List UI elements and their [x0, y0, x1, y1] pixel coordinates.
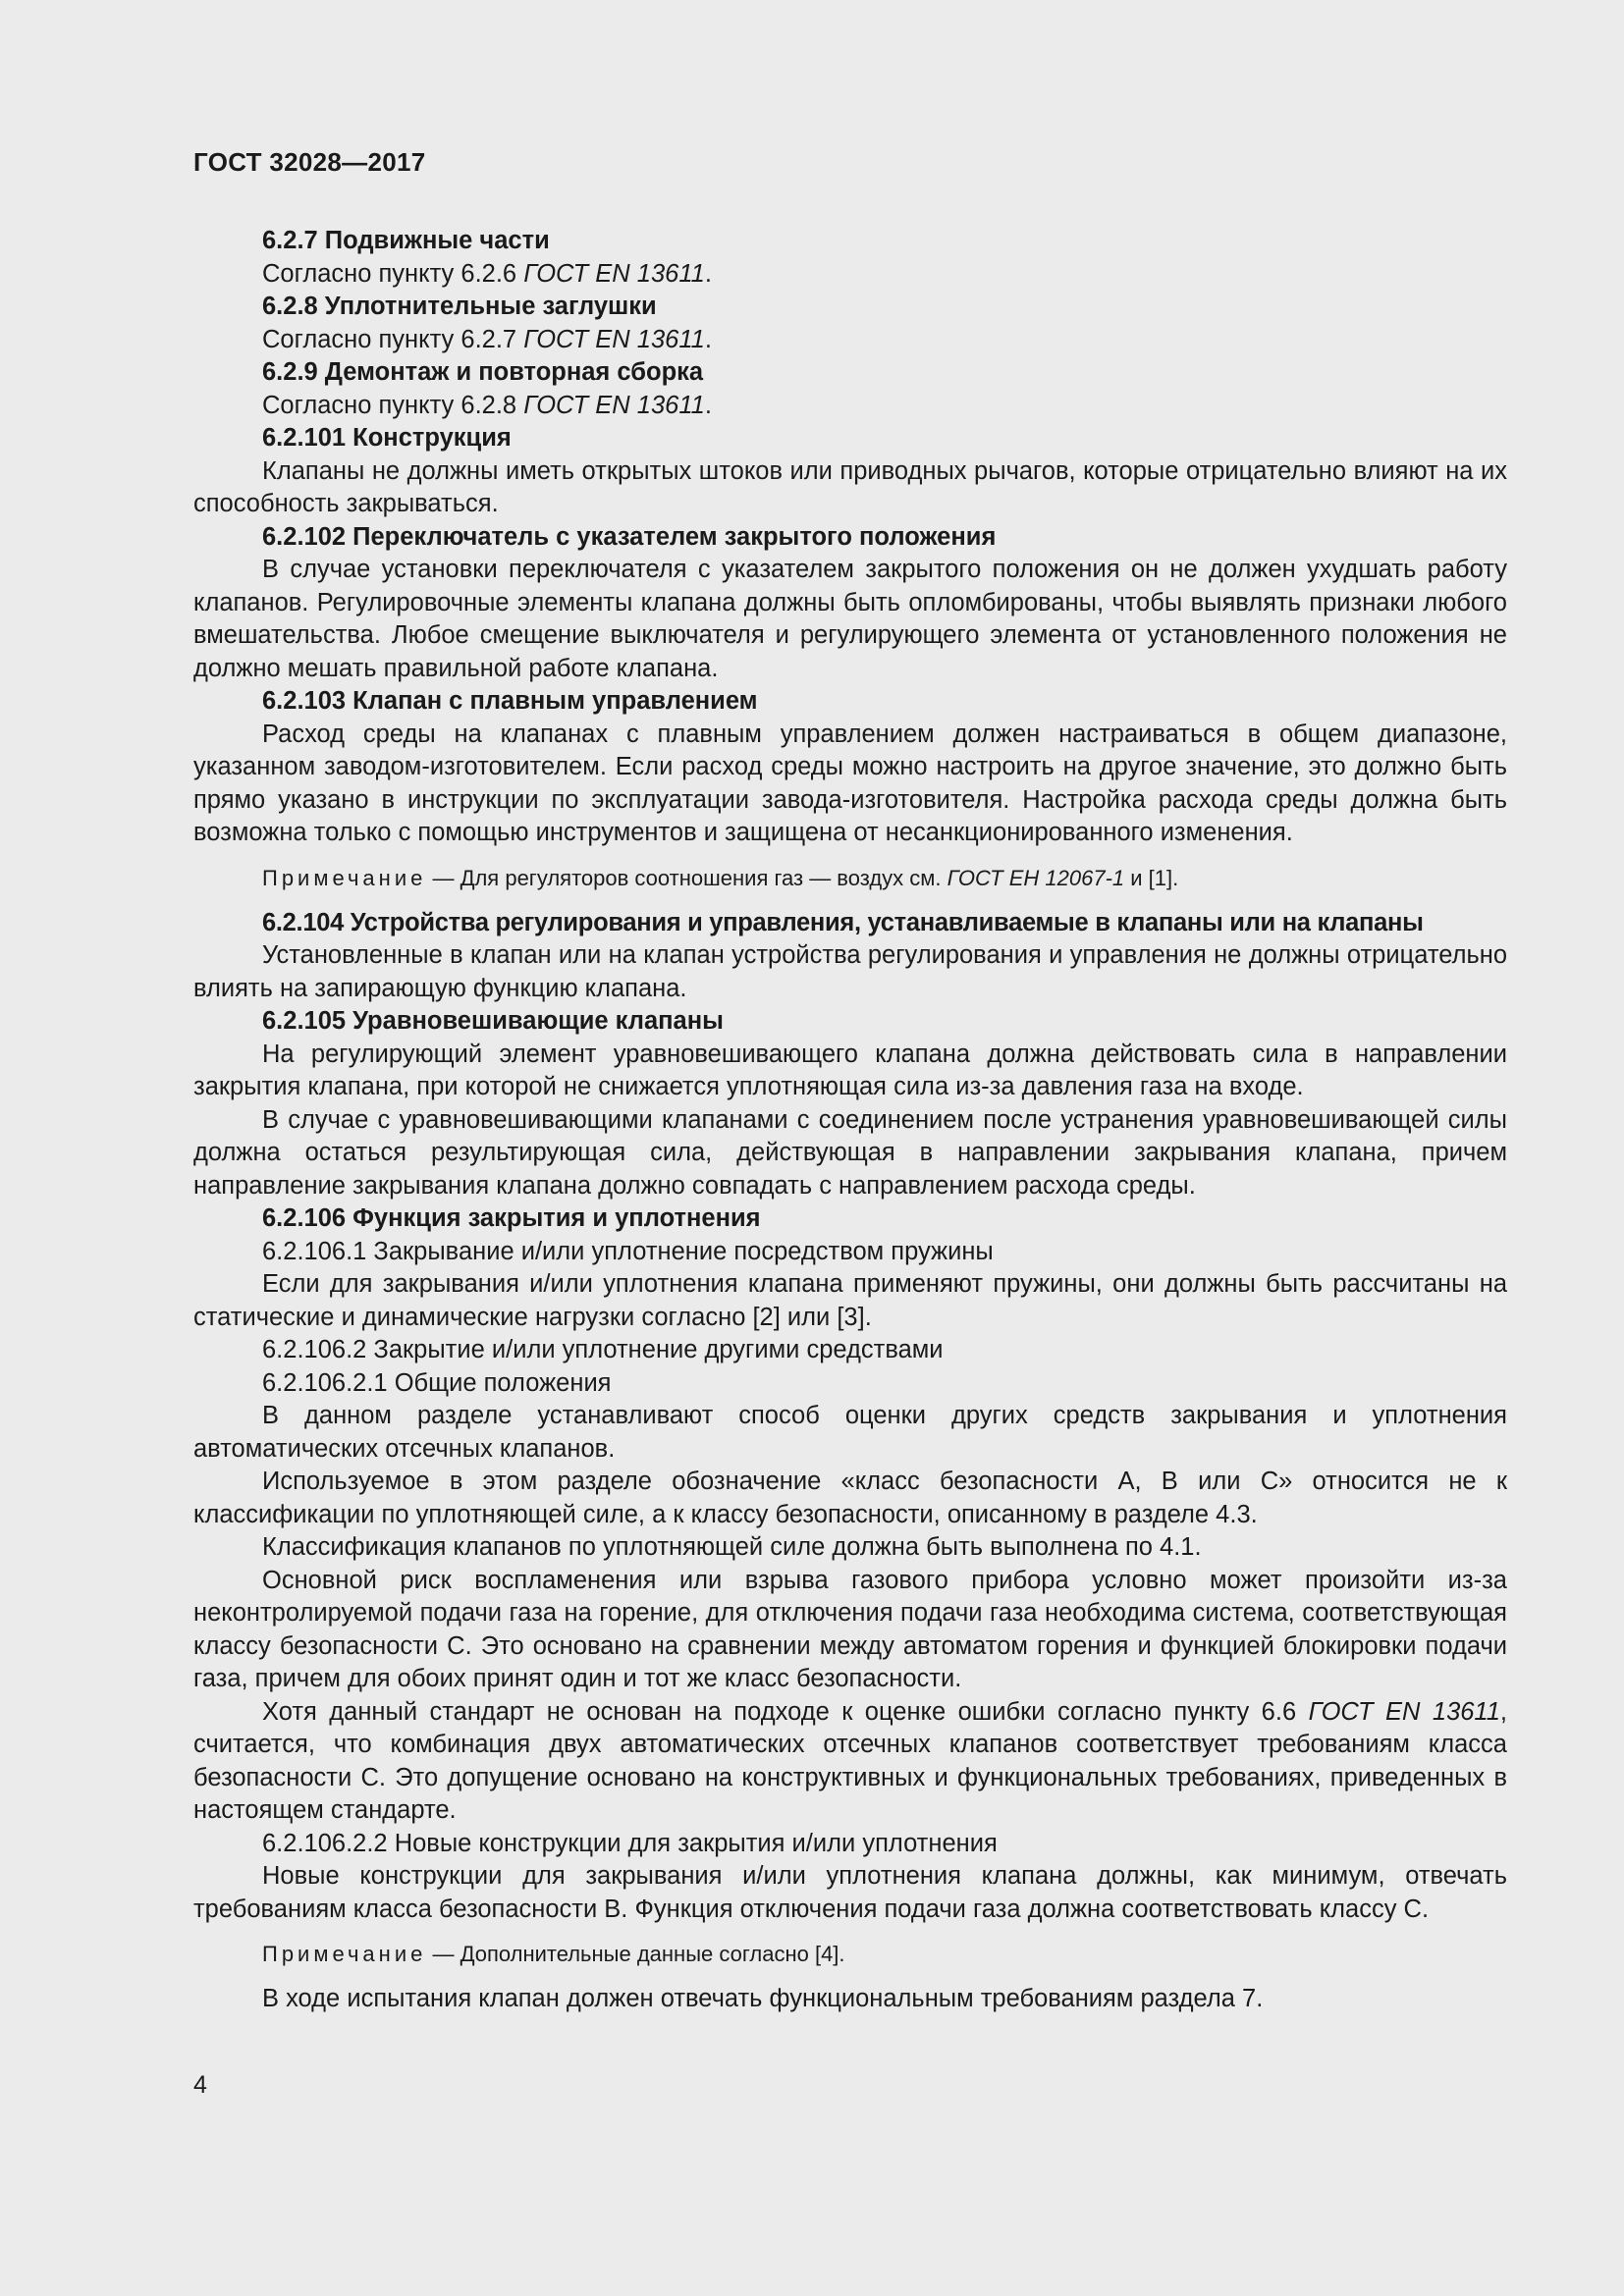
paragraph: В случае установки переключателя с указателем закрытого положения он не должен ухудшать работу клапанов. Регулировочные элементы клапана должны быть опломбированы, чтобы выявлять признаки любого вмешательства. Любое смещение выключателя и регулирующего элемента от установленного положения не должно мешать правильной работе клапана.	[193, 556, 1507, 682]
note: Примечание — Для регуляторов соотношения газ — воздух см. ГОСТ ЕН 12067-1 и [1].	[262, 865, 1179, 890]
note-label: Примечание	[262, 865, 427, 890]
paragraph: Согласно пункту 6.2.8 ГОСТ EN 13611.	[262, 391, 712, 419]
reference: ГОСТ EN 13611	[1308, 1697, 1500, 1726]
section-title: 6.2.106 Функция закрытия и уплотнения	[262, 1204, 761, 1232]
paragraph: Классификация клапанов по уплотняющей силе должна быть выполнена по 4.1.	[262, 1533, 1202, 1561]
paragraph: Согласно пункту 6.2.7 ГОСТ EN 13611.	[262, 325, 712, 353]
paragraph: Если для закрывания и/или уплотнения клапана применяют пружины, они должны быть рассчитаны на статические и динамические нагрузки согласно [2] или [3].	[193, 1270, 1507, 1331]
page-content	[193, 225, 1507, 2016]
document-code: ГОСТ 32028—2017	[193, 147, 426, 177]
section-title: 6.2.9 Демонтаж и повторная сборка	[262, 358, 704, 386]
subsection-title: 6.2.106.2.1 Общие положения	[262, 1368, 612, 1397]
paragraph: В случае с уравновешивающими клапанами с соединением после устранения уравновешивающей силы должна остаться результирующая сила, действующая в направлении закрывания клапана, причем направление закрывания клапана должно совпадать с направлением расхода среды.	[193, 1105, 1507, 1200]
paragraph: Основной риск воспламенения или взрыва газового прибора условно может произойти из-за неконтролируемой подачи газа на горение, для отключения подачи газа необходима система, соответствующая классу безопасности С. Это основано на сравнении между автоматом горения и функцией блокировки подачи газа, причем для обоих принят один и тот же класс безопасности.	[193, 1566, 1507, 1692]
section-title: 6.2.7 Подвижные части	[262, 227, 550, 254]
section-title: 6.2.101 Конструкция	[262, 424, 512, 452]
paragraph: Расход среды на клапанах с плавным управлением должен настраиваться в общем диапазоне, указанном заводом-изготовителем. Если расход среды можно настроить на другое значение, это должно быть прямо указано в инструкции по эксплуатации завода-изготовителя. Настройка расхода среды должна быть возможна только с помощью инструментов и защищена от несанкционированного изменения.	[193, 720, 1507, 846]
paragraph: В ходе испытания клапан должен отвечать функциональным требованиям раздела 7.	[262, 1985, 1264, 2012]
section-title: 6.2.105 Уравновешивающие клапаны	[262, 1007, 724, 1035]
subsection-title: 6.2.106.2 Закрытие и/или уплотнение другими средствами	[262, 1336, 944, 1363]
reference: ГОСТ EN 13611	[523, 259, 705, 288]
reference: ГОСТ EN 13611	[523, 325, 705, 353]
paragraph: Установленные в клапан или на клапан устройства регулирования и управления не должны отрицательно влиять на запирающую функцию клапана.	[193, 941, 1507, 1002]
reference: ГОСТ EN 13611	[523, 391, 705, 419]
note: Примечание — Дополнительные данные согласно [4].	[262, 1942, 845, 1966]
note-label: Примечание	[262, 1942, 427, 1966]
paragraph: На регулирующий элемент уравновешивающего клапана должна действовать сила в направлении закрытия клапана, при которой не снижается уплотняющая сила из-за давления газа на входе.	[193, 1040, 1507, 1100]
section-title: 6.2.103 Клапан с плавным управлением	[262, 687, 758, 715]
paragraph: В данном разделе устанавливают способ оценки других средств закрывания и уплотнения автоматических отсечных клапанов.	[193, 1402, 1507, 1463]
subsection-title: 6.2.106.2.2 Новые конструкции для закрытия и/или уплотнения	[262, 1829, 998, 1857]
section-title: 6.2.104 Устройства регулирования и управления, устанавливаемые в клапаны или на клапаны	[262, 908, 1424, 936]
subsection-title: 6.2.106.1 Закрывание и/или уплотнение посредством пружины	[262, 1237, 994, 1265]
paragraph: Хотя данный стандарт не основан на подходе к оценке ошибки согласно пункту 6.6 ГОСТ EN 13611, считается, что комбинация двух автоматических отсечных клапанов соответствует требованиям класса безопасности С. Это допущение основано на конструктивных и функциональных требованиях, приведенных в настоящем стандарте.	[193, 1697, 1508, 1824]
section-title: 6.2.8 Уплотнительные заглушки	[262, 293, 657, 320]
paragraph: Новые конструкции для закрывания и/или уплотнения клапана должны, как минимум, отвечать требованиям класса безопасности В. Функция отключения подачи газа должна соответствовать классу С.	[193, 1862, 1507, 1923]
paragraph: Согласно пункту 6.2.6 ГОСТ EN 13611.	[262, 259, 712, 288]
section-title: 6.2.102 Переключатель с указателем закрытого положения	[262, 522, 997, 551]
paragraph: Используемое в этом разделе обозначение «класс безопасности А, В или С» относится не к классификации по уплотняющей силе, а к классу безопасности, описанному в разделе 4.3.	[193, 1468, 1507, 1528]
reference: ГОСТ ЕН 12067-1	[947, 865, 1125, 890]
page-number: 4	[193, 2071, 207, 2099]
paragraph: Клапаны не должны иметь открытых штоков или приводных рычагов, которые отрицательно влияют на их способность закрываться.	[193, 456, 1507, 517]
